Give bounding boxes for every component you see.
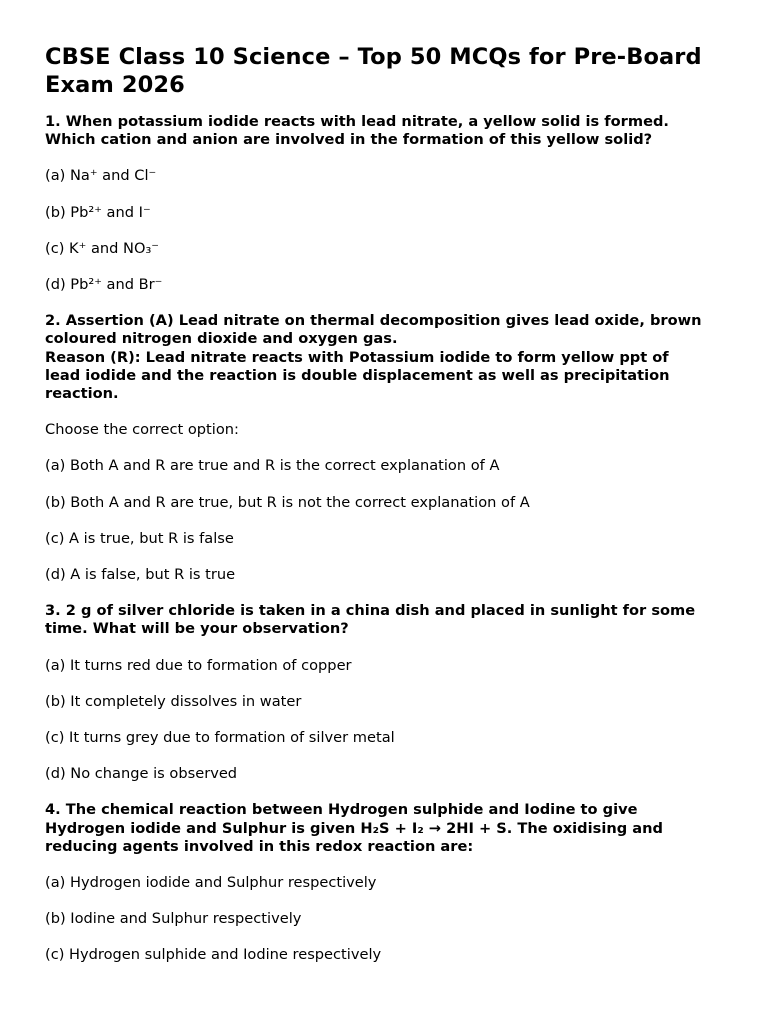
option-d: (d) Pb²⁺ and Br⁻ — [45, 276, 163, 294]
title-line-1: CBSE Class 10 Science – Top 50 MCQs for Pre-Board — [45, 44, 702, 70]
question-1 — [45, 113, 728, 294]
title-line-2: Exam 2026 — [45, 72, 185, 98]
option-a: (a) Both A and R are true and R is the correct explanation of A — [45, 457, 500, 475]
question-text-line: Which cation and anion are involved in the formation of this yellow solid? — [45, 131, 653, 149]
question-text-line: reaction. — [45, 385, 119, 403]
question-text-line: 3. 2 g of silver chloride is taken in a china dish and placed in sunlight for some — [45, 602, 696, 620]
option-a: (a) Na⁺ and Cl⁻ — [45, 167, 157, 185]
option-c: (c) Hydrogen sulphide and Iodine respectively — [45, 946, 382, 964]
question-text-line: Hydrogen iodide and Sulphur is given H₂S + I₂ → 2HI + S. The oxidising and — [45, 819, 663, 837]
question-text-line: 4. The chemical reaction between Hydrogen sulphide and Iodine to give — [45, 801, 638, 819]
question-4-text — [45, 801, 728, 856]
option-c: (c) K⁺ and NO₃⁻ — [45, 239, 160, 257]
page-title — [45, 43, 728, 99]
option-a: (a) Hydrogen iodide and Sulphur respectively — [45, 874, 377, 892]
question-1-text — [45, 113, 728, 149]
option-c: (c) It turns grey due to formation of silver metal — [45, 729, 395, 747]
option-a: (a) It turns red due to formation of copper — [45, 656, 352, 674]
choose-option-instruction: Choose the correct option: — [45, 421, 239, 439]
question-text-line: 2. Assertion (A) Lead nitrate on thermal decomposition gives lead oxide, brown — [45, 312, 702, 330]
question-text-line: lead iodide and the reaction is double displacement as well as precipitation — [45, 366, 670, 384]
question-text-line: reducing agents involved in this redox reaction are: — [45, 837, 474, 855]
option-b: (b) Both A and R are true, but R is not the correct explanation of A — [45, 493, 530, 511]
question-text-line: time. What will be your observation? — [45, 620, 349, 638]
question-text-line: Reason (R): Lead nitrate reacts with Potassium iodide to form yellow ppt of — [45, 348, 669, 366]
question-3-text — [45, 602, 728, 638]
option-c: (c) A is true, but R is false — [45, 529, 234, 547]
question-2 — [45, 312, 728, 584]
option-b: (b) It completely dissolves in water — [45, 692, 302, 710]
question-2-text — [45, 312, 728, 403]
question-text-line: 1. When potassium iodide reacts with lead nitrate, a yellow solid is formed. — [45, 113, 669, 130]
question-3 — [45, 602, 728, 783]
option-b: (b) Pb²⁺ and I⁻ — [45, 203, 151, 221]
option-d: (d) A is false, but R is true — [45, 566, 236, 584]
question-text-line: coloured nitrogen dioxide and oxygen gas. — [45, 330, 398, 348]
option-d: (d) No change is observed — [45, 765, 238, 783]
question-4 — [45, 801, 728, 964]
option-b: (b) Iodine and Sulphur respectively — [45, 910, 302, 928]
